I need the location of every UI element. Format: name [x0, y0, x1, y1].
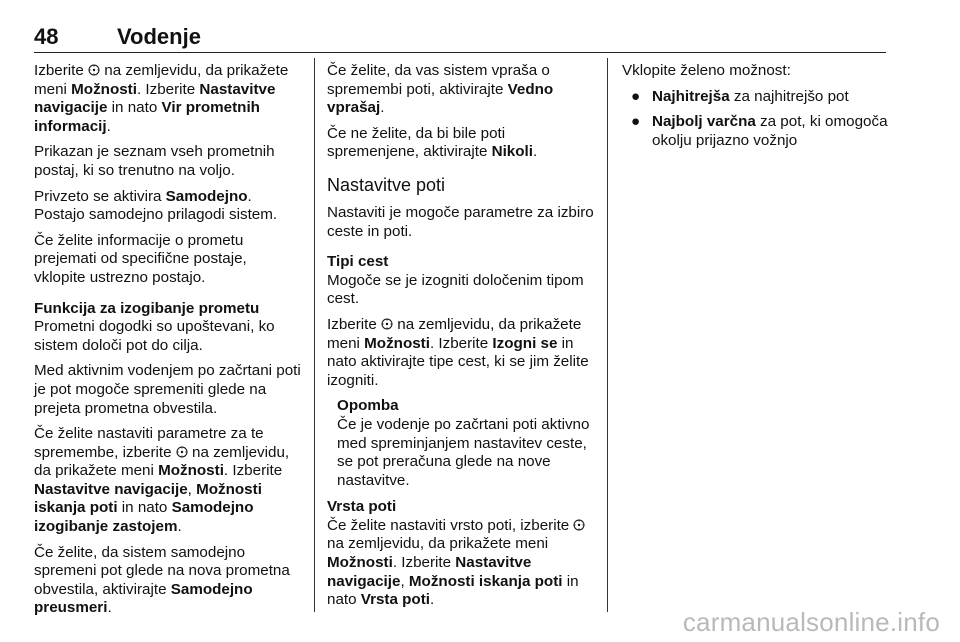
paragraph: Privzeto se aktivira Samodejno. Postajo samodejno prilagodi sistem. — [34, 187, 278, 224]
paragraph: Če želite informacije o prometu prejemati od specifične postaje, vklopite ustrezno postajo. — [34, 231, 247, 286]
paragraph: Prometni dogodki so upoštevani, ko sistem določi pot do cilja. — [34, 318, 275, 354]
page-number: 48 — [34, 24, 59, 49]
paragraph: Če želite, da vas sistem vpraša o spremembi poti, aktivirajte Vedno vprašaj. — [327, 62, 554, 117]
paragraph: Izberite na zemljevidu, da prikažete meni Možnosti. Izberite Nastavitve navigacije in nato Vir prometnih informacij. — [34, 62, 289, 135]
center-dial-icon — [88, 64, 100, 76]
subheading-road-types: Tipi cest — [327, 253, 389, 271]
watermark: carmanualsonline.info — [682, 607, 940, 637]
section-title: Vodenje — [117, 24, 201, 49]
column-1 — [34, 62, 302, 625]
note-text: Če je vodenje po začrtani poti aktivno med spreminjanjem nastavitev ceste, se pot preračuna glede na nove nastavitve. — [337, 415, 590, 489]
center-dial-icon — [573, 519, 585, 531]
list-item: ● Najbolj varčna za pot, ki omogoča okolju prijazno vožnjo — [631, 113, 888, 149]
paragraph: Vklopite želeno možnost: — [622, 62, 791, 79]
center-dial-icon — [176, 446, 188, 458]
header-rule — [34, 52, 886, 53]
paragraph: Nastaviti je mogoče parametre za izbiro ceste in poti. — [327, 203, 594, 240]
page-header — [34, 24, 886, 52]
bullet-icon: ● — [631, 87, 641, 105]
column-divider — [607, 58, 608, 612]
list-item: ● Najhitrejša za najhitrejšo pot — [631, 87, 849, 105]
column-3 — [622, 62, 890, 157]
note-title: Opomba — [337, 397, 399, 415]
center-dial-icon — [381, 318, 393, 330]
paragraph: Če želite nastaviti parametre za te spremembe, izberite na zemljevidu, da prikažete meni Možnosti. Izberite Nastavitve navigacije, Možnosti iskanja poti in nato Samodejno izogibanje zastojem. — [34, 425, 290, 536]
paragraph: Če ne želite, da bi bile poti spremenjene, aktivirajte Nikoli. — [327, 124, 538, 161]
paragraph: Če želite, da sistem samodejno spremeni pot glede na nova prometna obvestila, aktivirajte Samodejno preusmeri. — [34, 543, 290, 617]
column-divider — [314, 58, 315, 612]
subheading-route-type: Vrsta poti — [327, 498, 397, 516]
heading-route-settings: Nastavitve poti — [327, 174, 446, 195]
paragraph: Če želite nastaviti vrsto poti, izberite na zemljevidu, da prikažete meni Možnosti. Izberite Nastavitve navigacije, Možnosti iskanja poti in nato Vrsta poti. — [327, 517, 595, 610]
paragraph: Prikazan je seznam vseh prometnih postaj, ki so trenutno na voljo. — [34, 143, 275, 179]
bullet-icon: ● — [631, 113, 641, 131]
subheading-traffic-avoidance: Funkcija za izogibanje prometu — [34, 299, 260, 317]
column-2 — [327, 62, 595, 617]
option-list — [622, 88, 890, 151]
paragraph: Med aktivnim vodenjem po začrtani poti je pot mogoče spremeniti glede na prejeta prometna obvestila. — [34, 362, 301, 417]
note-box — [337, 397, 595, 490]
paragraph: Mogoče se je izogniti določenim tipom cest. — [327, 271, 584, 308]
paragraph: Izberite na zemljevidu, da prikažete meni Možnosti. Izberite Izogni se in nato aktivirajte tipe cest, ki se jim želite izogniti. — [327, 315, 589, 389]
